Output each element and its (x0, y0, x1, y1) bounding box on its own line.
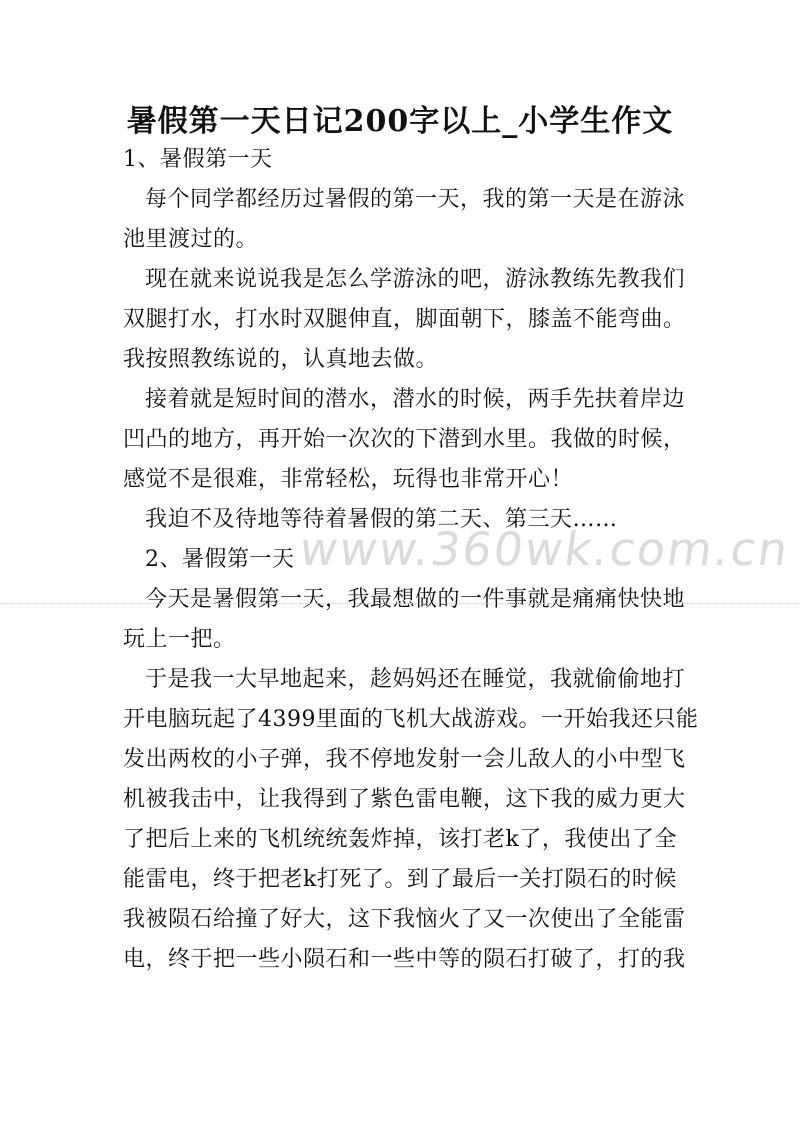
text-line: 机被我击中，让我得到了紫色雷电鞭，这下我的威力更大 (123, 787, 686, 812)
text-line: 凹凸的地方，再开始一次次的下潜到水里。我做的时候， (123, 427, 686, 452)
text-line: 能雷电，终于把老k打死了。到了最后一关打陨石的时候 (123, 867, 677, 892)
text-line: 开电脑玩起了4399里面的飞机大战游戏。一开始我还只能 (123, 707, 699, 732)
watermark: www.360wk.com.cn (296, 522, 794, 576)
text-line: 1、暑假第一天 (123, 147, 273, 172)
text-line: 我按照教练说的，认真地去做。 (123, 347, 439, 372)
page-title: 暑假第一天日记200字以上_小学生作文 (126, 104, 674, 139)
text-line: 我被陨石给撞了好大，这下我恼火了又一次使出了全能雷 (123, 907, 686, 932)
text-line: 发出两枚的小子弹，我不停地发射一会儿敌人的小中型飞 (123, 747, 686, 772)
text-line: 于是我一大早地起来，趁妈妈还在睡觉，我就偷偷地打 (145, 667, 686, 692)
text-line: 池里渡过的。 (123, 227, 259, 252)
text-line: 玩上一把。 (123, 627, 236, 652)
text-line: 每个同学都经历过暑假的第一天，我的第一天是在游泳 (145, 187, 686, 212)
text-line: 电，终于把一些小陨石和一些中等的陨石打破了，打的我 (123, 947, 686, 972)
section-heading: 2、暑假第一天 (145, 547, 295, 572)
text-line: 今天是暑假第一天，我最想做的一件事就是痛痛快快地 (145, 587, 686, 612)
text-line: 双腿打水，打水时双腿伸直，脚面朝下，膝盖不能弯曲。 (123, 307, 686, 332)
document-body (123, 140, 699, 980)
text-line: 了把后上来的飞机统统轰炸掉，该打老k了，我使出了全 (123, 827, 677, 852)
text-line: 感觉不是很难，非常轻松，玩得也非常开心！ (123, 467, 574, 492)
text-line: 接着就是短时间的潜水，潜水的时候，两手先扶着岸边 (145, 387, 686, 412)
text-line: 我迫不及待地等待着暑假的第二天、第三天…… (145, 507, 618, 532)
text-line: 现在就来说说我是怎么学游泳的吧，游泳教练先教我们 (145, 267, 686, 292)
